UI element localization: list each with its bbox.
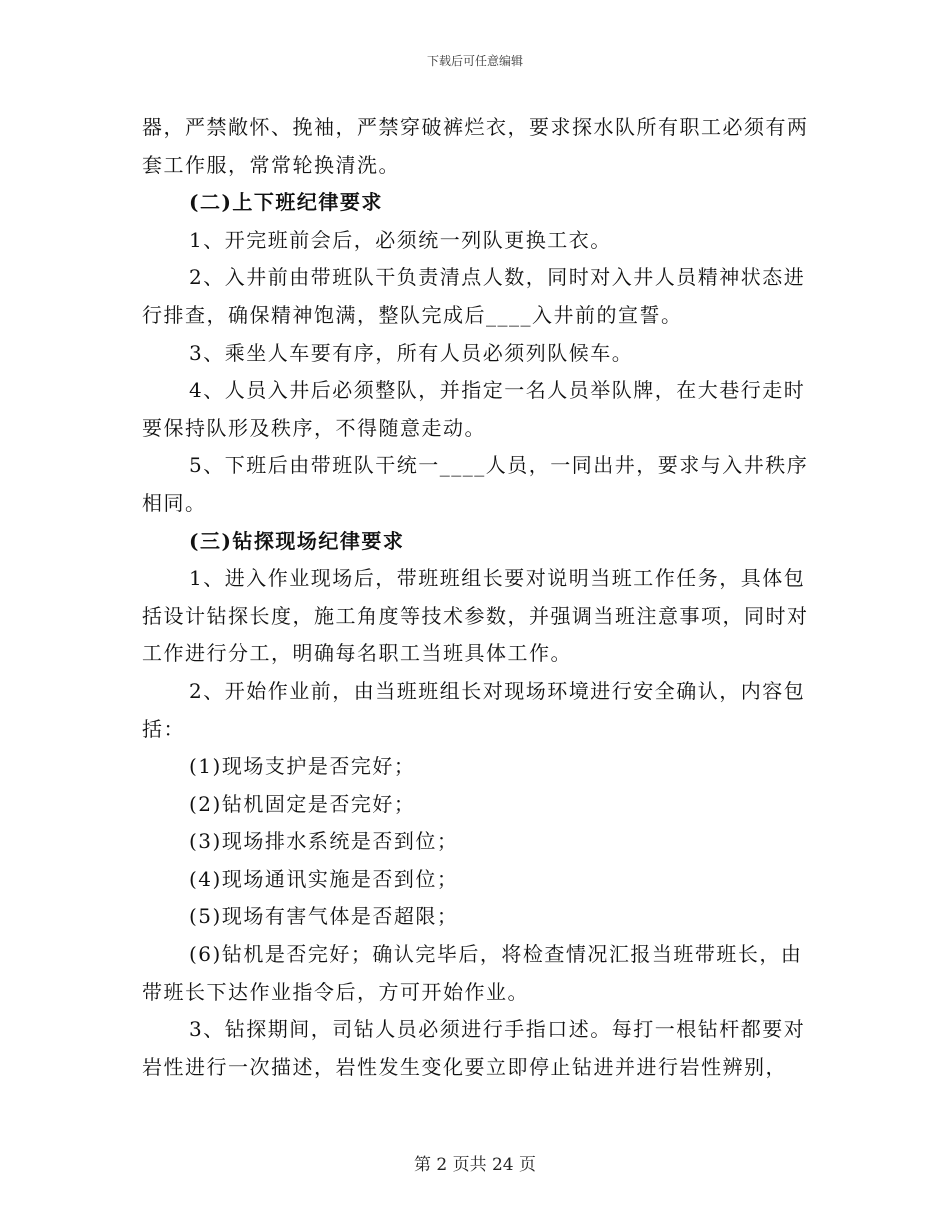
section-heading: (二)上下班纪律要求 bbox=[189, 190, 383, 215]
paragraph: 4、人员入井后必须整队，并指定一名人员举队牌，在大巷行走时要保持队形及秩序，不得随意走动。 bbox=[142, 378, 806, 440]
paragraph: 1、进入作业现场后，带班班组长要对说明当班工作任务，具体包括设计钻探长度，施工角度等技术参数，并强调当班注意事项，同时对工作进行分工，明确每名职工当班具体工作。 bbox=[142, 566, 809, 666]
list-item: (1)现场支护是否完好； bbox=[189, 754, 416, 779]
section-heading: (三)钻探现场纪律要求 bbox=[189, 528, 405, 553]
list-item: (3)现场排水系统是否到位； bbox=[189, 829, 459, 854]
list-item: (6)钻机是否完好；确认完毕后，将检查情况汇报当班带班长，由带班长下达作业指令后，方可开始作业。 bbox=[142, 942, 803, 1004]
paragraph: 3、钻探期间，司钻人员必须进行手指口述。每打一根钻杆都要对岩性进行一次描述，岩性发生变化要立即停止钻进并进行岩性辨别， bbox=[142, 1017, 806, 1079]
paragraph: 5、下班后由带班队干统一____人员，一同出井，要求与入井秩序相同。 bbox=[142, 453, 809, 515]
paragraph: 3、乘坐人车要有序，所有人员必须列队候车。 bbox=[189, 340, 634, 365]
list-item: (4)现场通讯实施是否到位； bbox=[189, 866, 459, 891]
page-footer: 第 2 页共 24 页 bbox=[413, 1155, 537, 1175]
paragraph: 2、开始作业前，由当班班组长对现场环境进行安全确认，内容包括： bbox=[142, 678, 806, 741]
paragraph-continued: 器，严禁敞怀、挽袖，严禁穿破裤烂衣，要求探水队所有职工必须有两套工作服，常常轮换清洗。 bbox=[142, 115, 809, 177]
list-item: (2)钻机固定是否完好； bbox=[189, 791, 416, 816]
list-item: (5)现场有害气体是否超限； bbox=[189, 904, 459, 929]
document-body bbox=[142, 109, 814, 1086]
paragraph: 1、开完班前会后，必须统一列队更换工衣。 bbox=[189, 227, 612, 252]
page-header: 下载后可任意编辑 bbox=[426, 54, 523, 68]
paragraph: 2、入井前由带班队干负责清点人数，同时对入井人员精神状态进行排查，确保精神饱满，整队完成后____入井前的宣誓。 bbox=[142, 265, 806, 327]
